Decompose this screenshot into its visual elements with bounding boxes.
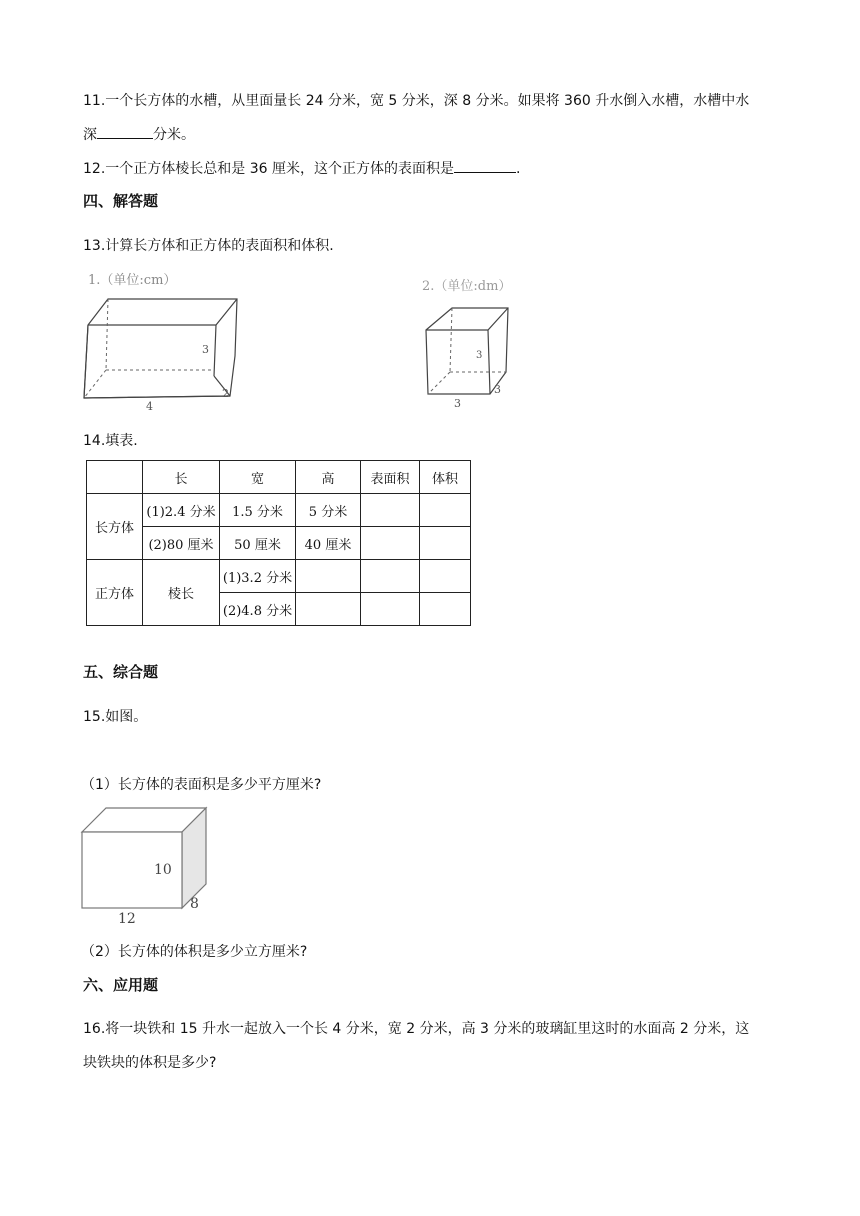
answer-cell-volume[interactable]: [420, 593, 471, 626]
table-header-cell: 宽: [220, 461, 296, 494]
q11-suffix: 分米。: [153, 127, 195, 143]
cuboid-height-label: 3: [202, 343, 209, 356]
q15-text: 15.如图。: [83, 709, 148, 725]
table-cell: 50 厘米: [220, 527, 296, 560]
cube-row-label: 正方体: [87, 560, 143, 626]
q14-fill-table: [86, 460, 471, 626]
table-cell: (2)4.8 分米: [220, 593, 296, 626]
table-row: [87, 494, 471, 527]
answer-cell-surface-area[interactable]: [361, 527, 420, 560]
q16-line2: 块铁块的体积是多少?: [83, 1055, 217, 1071]
table-header-cell: 体积: [420, 461, 471, 494]
q15-width-label: 8: [190, 896, 199, 912]
section-5-title: 五、综合题: [83, 663, 159, 681]
q13-cuboid-figure: [80, 266, 255, 414]
table-cell: (2)80 厘米: [143, 527, 220, 560]
table-header-cell: 长: [143, 461, 220, 494]
cuboid-front-right-edge: [214, 325, 216, 376]
answer-cell-surface-area[interactable]: [361, 560, 420, 593]
q11-prefix: 深: [83, 127, 97, 143]
q12-prefix: 12.一个正方体棱长总和是 36 厘米，这个正方体的表面积是: [83, 161, 454, 177]
answer-cell-surface-area[interactable]: [361, 593, 420, 626]
q11-answer-blank[interactable]: [97, 124, 153, 139]
table-cell: 5 分米: [296, 494, 361, 527]
table-header-row: [87, 461, 471, 494]
table-header-cell: [87, 461, 143, 494]
q11-line2: [83, 124, 195, 144]
table-header-cell: 高: [296, 461, 361, 494]
table-row: [87, 527, 471, 560]
q13-cube-figure: [418, 272, 528, 412]
q15-length-label: 12: [118, 911, 136, 926]
table-cell: (1)2.4 分米: [143, 494, 220, 527]
table-cell: 1.5 分米: [220, 494, 296, 527]
cuboid-length-label: 4: [146, 400, 153, 413]
q11-line1: 11.一个长方体的水槽，从里面量长 24 分米，宽 5 分米，深 8 分米。如果将 360 升水倒入水槽，水槽中水: [83, 93, 750, 109]
answer-cell-surface-area[interactable]: [361, 494, 420, 527]
q13-text: 13.计算长方体和正方体的表面积和体积.: [83, 238, 334, 254]
q15-sub1: （1）长方体的表面积是多少平方厘米?: [81, 777, 322, 793]
q13-fig2-caption: 2.（单位:dm）: [422, 279, 512, 294]
q16-line1: 16.将一块铁和 15 升水一起放入一个长 4 分米，宽 2 分米，高 3 分米的玻璃缸里这时的水面高 2 分米，这: [83, 1021, 750, 1037]
table-header-cell: 表面积: [361, 461, 420, 494]
q15-height-label: 10: [154, 862, 172, 878]
q14-text: 14.填表.: [83, 433, 138, 449]
answer-cell-volume[interactable]: [420, 494, 471, 527]
table-row: [87, 560, 471, 593]
section-6-title: 六、应用题: [83, 976, 159, 994]
table-cell: 40 厘米: [296, 527, 361, 560]
cuboid-row-label: 长方体: [87, 494, 143, 560]
answer-cell-volume[interactable]: [420, 560, 471, 593]
q12-answer-blank[interactable]: [454, 158, 516, 173]
cube-side-label: 3: [494, 383, 501, 396]
answer-cell-empty[interactable]: [296, 593, 361, 626]
q15-sub2: （2）长方体的体积是多少立方厘米?: [81, 944, 308, 960]
q12-line: [83, 158, 520, 178]
answer-cell-volume[interactable]: [420, 527, 471, 560]
cuboid-width-label: 2: [222, 387, 229, 400]
q15-cuboid-figure: [78, 804, 218, 926]
section-4-title: 四、解答题: [83, 192, 159, 210]
cube-bottom-label: 3: [454, 397, 461, 410]
q12-suffix: .: [515, 161, 521, 177]
answer-cell-empty[interactable]: [296, 560, 361, 593]
cube-edge-label: 棱长: [143, 560, 220, 626]
table-cell: (1)3.2 分米: [220, 560, 296, 593]
cube-height-label: 3: [476, 350, 483, 361]
cuboid-top-front-edge: [88, 299, 237, 325]
q13-fig1-caption: 1.（单位:cm）: [88, 273, 177, 288]
